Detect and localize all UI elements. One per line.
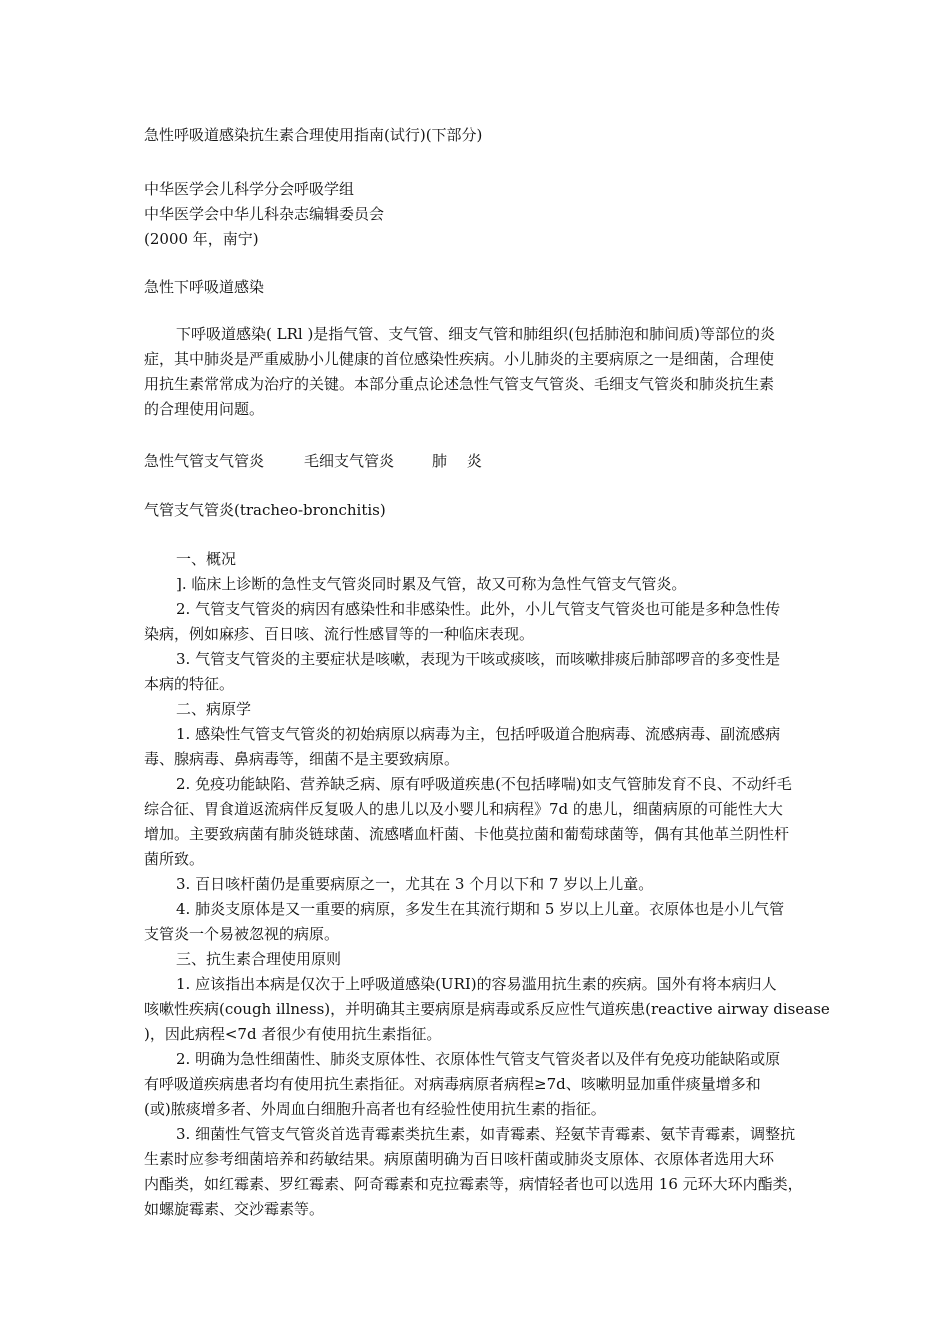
author-block bbox=[144, 177, 812, 252]
section-heading: 急性下呼吸道感染 bbox=[144, 278, 265, 296]
intro-paragraph bbox=[144, 322, 812, 422]
topic-links bbox=[144, 449, 812, 474]
author-line-1: 中华医学会儿科学分会呼吸学组 bbox=[144, 180, 355, 198]
content-line: 一、概况 bbox=[176, 550, 237, 568]
subsection-title: 气管支气管炎(tracheo-bronchitis) bbox=[144, 501, 386, 519]
intro-line: 用抗生素常常成为治疗的关键。本部分重点论述急性气管支气管炎、毛细支气管炎和肺炎抗生素 bbox=[144, 375, 775, 393]
author-line-2: 中华医学会中华儿科杂志编辑委员会 bbox=[144, 205, 385, 223]
content-line: (或)脓痰增多者、外周血白细胞升高者也有经验性使用抗生素的指征。 bbox=[144, 1100, 606, 1118]
content-line: 内酯类，如红霉素、罗红霉素、阿奇霉素和克拉霉素等，病情轻者也可以选用 16 元环大环内酯类， bbox=[144, 1175, 803, 1193]
content-line: 咳嗽性疾病(cough illness)，并明确其主要病原是病毒或系反应性气道疾患(reactive airway disease bbox=[144, 1000, 830, 1018]
content-line: 本病的特征。 bbox=[144, 675, 235, 693]
content-line: 2. 气管支气管炎的病因有感染性和非感染性。此外，小儿气管支气管炎也可能是多种急性传 bbox=[176, 600, 781, 618]
content-line: 综合征、胃食道返流病伴反复吸人的患儿以及小婴儿和病程》7d 的患儿，细菌病原的可能性大大 bbox=[144, 800, 783, 818]
content-line: 有呼吸道疾病患者均有使用抗生素指征。对病毒病原者病程≥7d、咳嗽明显加重伴痰量增多和 bbox=[144, 1075, 761, 1093]
content-line: 1. 应该指出本病是仅次于上呼吸道感染(URI)的容易滥用抗生素的疾病。国外有将本病归人 bbox=[176, 975, 777, 993]
intro-line: 症，其中肺炎是严重威胁小儿健康的首位感染性疾病。小儿肺炎的主要病原之一是细菌，合理使 bbox=[144, 350, 775, 368]
content-line: 3. 细菌性气管支气管炎首选青霉素类抗生素，如青霉素、羟氨苄青霉素、氨苄青霉素，调整抗 bbox=[176, 1125, 796, 1143]
topic-link-pneumonia[interactable]: 肺 炎 bbox=[432, 452, 482, 470]
content-line: 染病，例如麻疹、百日咳、流行性感冒等的一种临床表现。 bbox=[144, 625, 535, 643]
content-body bbox=[144, 547, 830, 1222]
content-line: 毒、腺病毒、鼻病毒等，细菌不是主要致病原。 bbox=[144, 750, 460, 768]
document-title: 急性呼吸道感染抗生素合理使用指南(试行)(下部分) bbox=[144, 126, 483, 144]
content-line: 二、病原学 bbox=[176, 700, 252, 718]
topic-link-bronchiolitis[interactable]: 毛细支气管炎 bbox=[304, 452, 395, 470]
content-line: 生素时应参考细菌培养和药敏结果。病原菌明确为百日咳杆菌或肺炎支原体、衣原体者选用大环 bbox=[144, 1150, 775, 1168]
content-line: )，因此病程<7d 者很少有使用抗生素指征。 bbox=[144, 1025, 442, 1043]
content-line: 2. 免疫功能缺陷、营养缺乏病、原有呼吸道疾患(不包括哮喘)如支气管肺发育不良、不动纤毛 bbox=[176, 775, 792, 793]
content-line: 2. 明确为急性细菌性、肺炎支原体性、衣原体性气管支气管炎者以及伴有免疫功能缺陷或原 bbox=[176, 1050, 781, 1068]
content-line: 1. 感染性气管支气管炎的初始病原以病毒为主，包括呼吸道合胞病毒、流感病毒、副流感病 bbox=[176, 725, 781, 743]
content-line: 菌所致。 bbox=[144, 850, 205, 868]
content-line: 三、抗生素合理使用原则 bbox=[176, 950, 342, 968]
content-line: 4. 肺炎支原体是又一重要的病原，多发生在其流行期和 5 岁以上儿童。衣原体也是小儿气管 bbox=[176, 900, 785, 918]
topic-link-tracheobronchitis[interactable]: 急性气管支气管炎 bbox=[144, 452, 265, 470]
content-line: ]. 临床上诊断的急性支气管炎同时累及气管，故又可称为急性气管支气管炎。 bbox=[176, 575, 687, 593]
intro-line: 的合理使用问题。 bbox=[144, 400, 265, 418]
content-line: 支管炎一个易被忽视的病原。 bbox=[144, 925, 340, 943]
intro-line: 下呼吸道感染( LRl )是指气管、支气管、细支气管和肺组织(包括肺泡和肺间质)等部位的炎 bbox=[176, 325, 776, 343]
content-line: 3. 百日咳杆菌仍是重要病原之一，尤其在 3 个月以下和 7 岁以上儿童。 bbox=[176, 875, 654, 893]
content-line: 3. 气管支气管炎的主要症状是咳嗽，表现为干咳或痰咳，而咳嗽排痰后肺部啰音的多变性是 bbox=[176, 650, 781, 668]
content-line: 增加。主要致病菌有肺炎链球菌、流感嗜血杆菌、卡他莫拉菌和葡萄球菌等，偶有其他革兰阴性杆 bbox=[144, 825, 790, 843]
content-line: 如螺旋霉素、交沙霉素等。 bbox=[144, 1200, 325, 1218]
author-line-3: (2000 年，南宁) bbox=[144, 230, 259, 248]
